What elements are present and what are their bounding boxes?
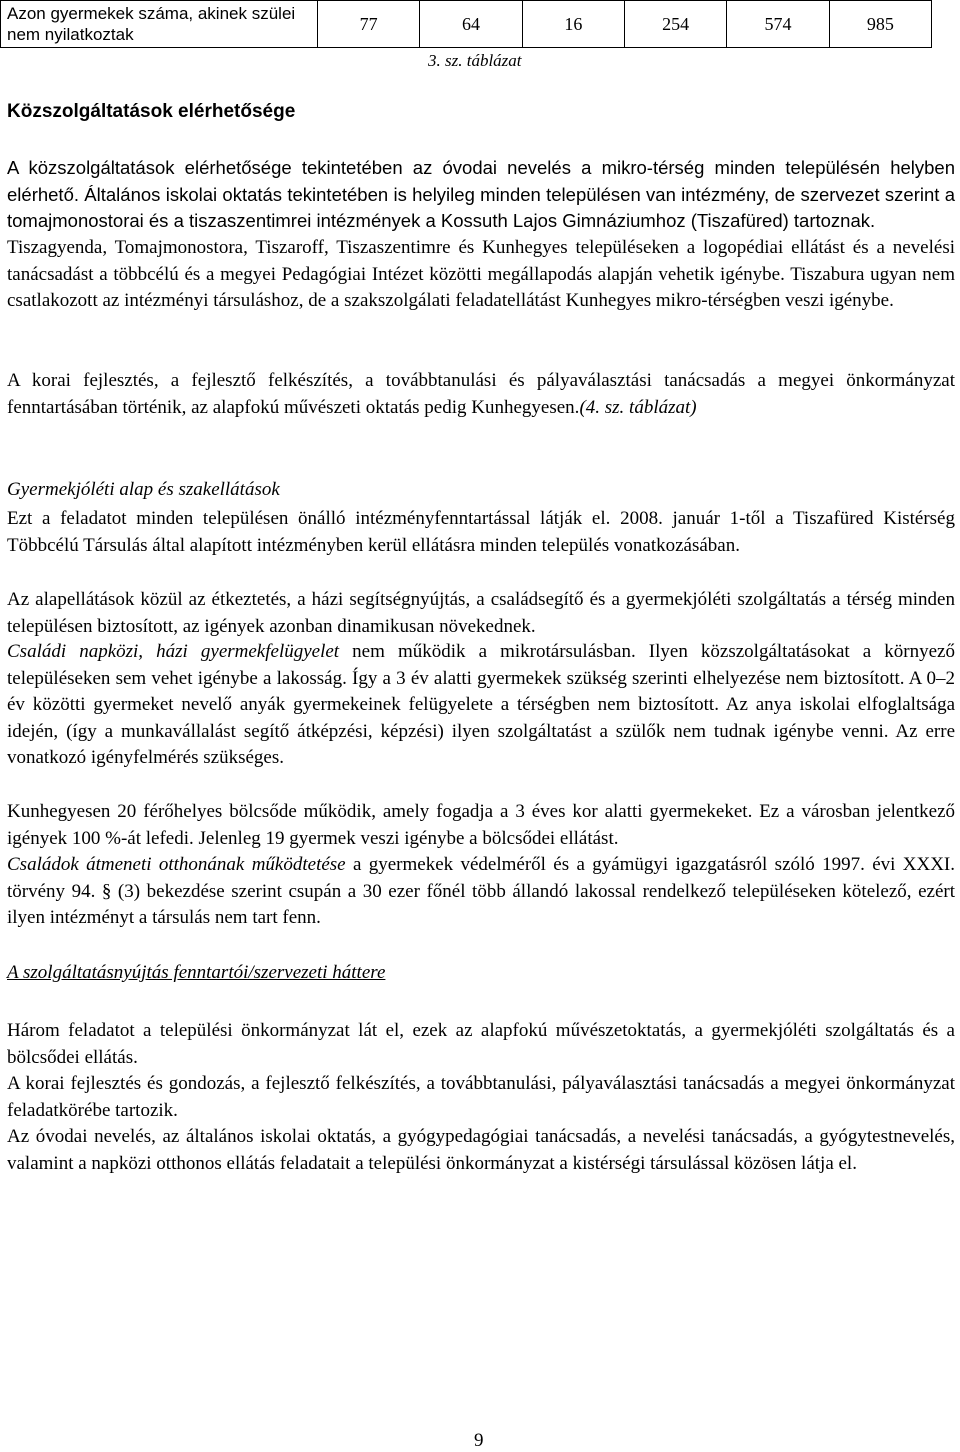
- paragraph-municipal-tasks: Három feladatot a települési önkormányzat lát el, ezek az alapfokú művészetoktatás, a gyermekjóléti szolgáltatás és a bölcsődei ellátás.: [7, 1020, 955, 1068]
- statistics-table: [0, 0, 932, 48]
- italic-term: Családok átmeneti otthonának működtetése: [7, 854, 346, 875]
- page-number: 9: [474, 1430, 484, 1451]
- subheading-maintainer-background: A szolgáltatásnyújtás fenntartói/szervezeti háttere: [7, 962, 386, 983]
- table-caption: 3. sz. táblázat: [428, 51, 522, 70]
- paragraph-text: Általános iskolai oktatás tekintetében is helyileg minden településen van intézmény, de szervezet szerint a tomajmonostorai és a tiszaszentimrei intézmények a Kossuth Lajos Gimnáziumhoz (Tiszafüred) tartoznak.: [7, 183, 955, 231]
- paragraph-text: A közszolgáltatások elérhetősége tekintetében az óvodai nevelés a mikro-térség minden településén helyben elérhető.: [7, 157, 955, 205]
- table-cell: 254: [624, 1, 726, 48]
- table-cell: 985: [829, 1, 931, 48]
- paragraph-child-welfare-1: Ezt a feladatot minden településen önálló intézményfenntartással látják el. 2008. január 1-től a Tiszafüred Kistérség Többcélú Társulás által alapított intézményben kerül ellátásra minden település vonatkozásában.: [7, 508, 955, 556]
- italic-term: Családi napközi, házi gyermekfelügyelet: [7, 641, 340, 662]
- paragraph-child-welfare-2: Az alapellátások közül az étkeztetés, a házi segítségnyújtás, a családsegítő és a gyermekjóléti szolgáltatás a térség minden településen biztosított, az igények azonban dinamikusan növekednek.: [7, 589, 955, 637]
- paragraph-shared-tasks: Az óvodai nevelés, az általános iskolai oktatás, a gyógypedagógiai tanácsadás, a nevelési tanácsadás, a gyógytestnevelés, valamint a napközi otthonos ellátás feladatait a települési önkormányzat a kistérségi társulással közösen látja el.: [7, 1126, 955, 1174]
- table-cell: 574: [727, 1, 829, 48]
- paragraph-family-shelter: [7, 852, 955, 932]
- table-cell: 77: [318, 1, 420, 48]
- table-cell: 64: [420, 1, 522, 48]
- table-row: [1, 1, 932, 48]
- table-reference: (4. sz. táblázat): [579, 396, 697, 418]
- table-row-label: Azon gyermekek száma, akinek szülei nem nyilatkoztak: [1, 1, 318, 48]
- paragraph-text: A korai fejlesztés, a fejlesztő felkészítés, a továbbtanulási és pályaválasztási tanácsadás a megyei önkormányzat fenntartásában történik, az alapfokú művészeti oktatás pedig Kunhegyesen.: [7, 370, 955, 418]
- subheading-child-welfare: Gyermekjóléti alap és szakellátások: [7, 479, 280, 500]
- table-cell: 16: [522, 1, 624, 48]
- section-title: Közszolgáltatások elérhetősége: [7, 101, 296, 122]
- paragraph-nursery: Kunhegyesen 20 férőhelyes bölcsőde működik, amely fogadja a 3 éves kor alatti gyermekeket. Ez a városban jelentkező igények 100 %-át lefedi. Jelenleg 19 gyermek veszi igénybe a bölcsődei ellátást.: [7, 801, 955, 849]
- paragraph-public-services: [7, 155, 955, 235]
- paragraph-text: a gyermekek védelméről és a gyámügyi igazgatásról szóló 1997. évi XXXI. törvény 94. § (3) bekezdése szerint csupán a 30 ezer főnél több állandó lakossal rendelkező településeken kötelező, ezért ilyen intézményt a társulás nem tart fenn.: [7, 854, 955, 928]
- paragraph-early-development: [7, 368, 955, 421]
- paragraph-text: nem működik a mikrotársulásban. Ilyen közszolgáltatásokat a környező településeken sem vehet igénybe a lakosság. Így a 3 év alatti gyermekek szükség szerinti elhelyezése nem biztosított. A 0–2 év közötti gyermeket nevelő anyák gyermekeinek felügyelete a térségben nem biztosított. Az anya iskolai elfoglaltsága idején, (így a munkavállalást segítő átképzési, képzési) ilyen szolgáltatást a szülők nem tudnak igénybe venni. Az erre vonatkozó igényfelmérés szükséges.: [7, 641, 955, 768]
- paragraph-text: Tiszagyenda, Tomajmonostora, Tiszaroff, Tiszaszentimre és Kunhegyes településeken a logopédiai ellátást és a nevelési tanácsadást a többcélú és a megyei Pedagógiai Intézet közötti megállapodás alapján vehetik igénybe.: [7, 237, 955, 285]
- paragraph-speech-therapy: [7, 235, 955, 315]
- paragraph-text: Tiszabura ugyan nem csatlakozott az intézményi társuláshoz, de a szakszolgálati feladatellátást Kunhegyes mikro-térségben veszi igénybe.: [7, 263, 955, 311]
- paragraph-family-daycare: [7, 639, 955, 772]
- paragraph-county-tasks: A korai fejlesztés és gondozás, a fejlesztő felkészítés, a továbbtanulási, pályaválasztási tanácsadás a megyei önkormányzat feladatkörébe tartozik.: [7, 1073, 955, 1121]
